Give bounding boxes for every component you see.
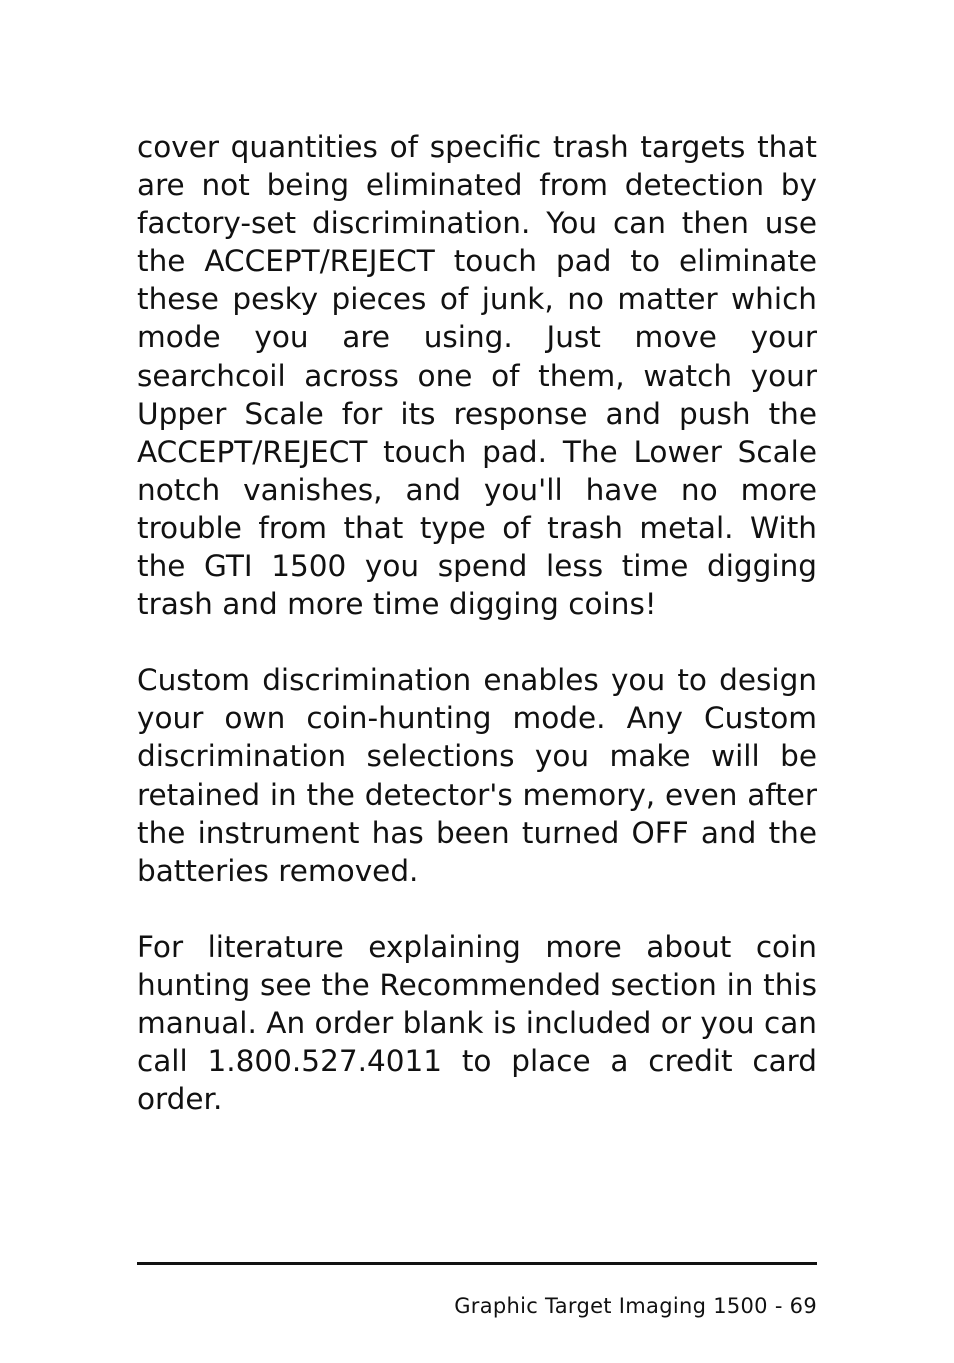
paragraph-literature: For literature explaining more about coin hunting see the Recommended section in this manual. An order blank is included or you can call 1.800.527.4011 to place a credit card order. — [137, 929, 817, 1117]
paragraph-custom-discrimination: Custom discrimination enables you to design your own coin-hunting mode. Any Custom discrimination selections you make will be retained in the detector's memory, even after the instrument has been turned OFF and the batteries removed. — [137, 663, 817, 888]
footer-divider — [137, 1262, 817, 1265]
page-body — [137, 128, 817, 1156]
footer-page-label: Graphic Target Imaging 1500 - 69 — [454, 1294, 817, 1318]
paragraph-trash-targets: cover quantities of specific trash targets that are not being eliminated from detection by factory-set discrimination. You can then use the ACCEPT/REJECT touch pad to eliminate these pesky pieces of junk, no matter which mode you are using. Just move your searchcoil across one of them, watch your Upper Scale for its response and push the ACCEPT/REJECT touch pad. The Lower Scale notch vanishes, and you'll have no more trouble from that type of trash metal. With the GTI 1500 you spend less time digging trash and more time digging coins! — [137, 130, 817, 622]
